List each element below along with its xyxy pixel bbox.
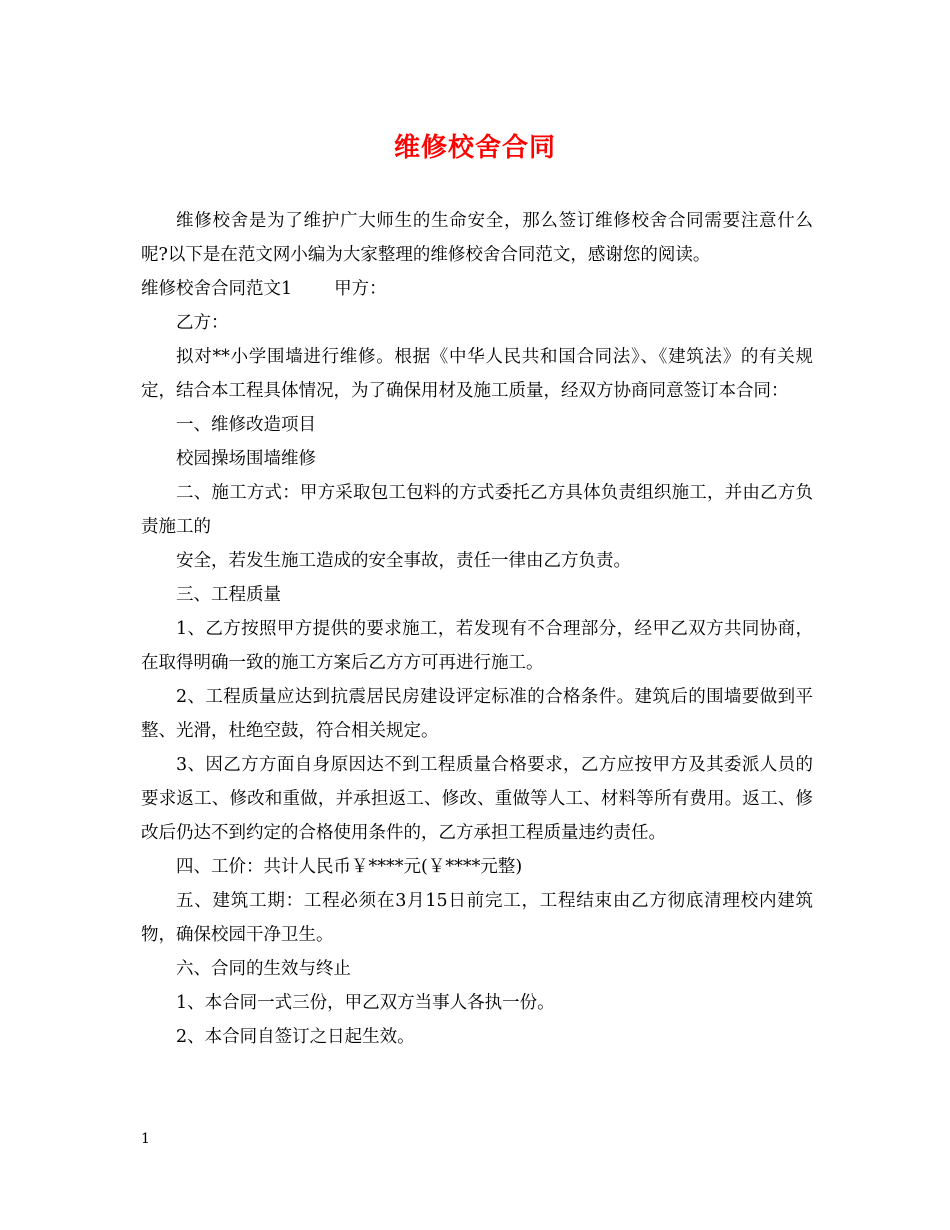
section-heading-effect: 六、合同的生效与终止 [176,959,351,979]
party-a-label: 甲方： [334,279,387,299]
paragraph-scope: 拟对**小学围墙进行维修。根据《中华人民共和国合同法》、《建筑法》的有关规定，结合本工程具体情况，为了确保用材及施工质量，经双方协商同意签订本合同： [141,347,813,401]
party-b-label: 乙方： [176,313,229,333]
quality-clause-2: 2、工程质量应达到抗震居民房建设评定标准的合格条件。建筑后的围墙要做到平整、光滑，杜绝空鼓，符合相关规定。 [141,687,813,741]
document-body [141,204,813,1054]
effect-clause-2: 2、本合同自签订之日起生效。 [176,1027,415,1047]
project-item: 校园操场围墙维修 [176,449,316,469]
sample-heading-line [141,272,813,306]
section-construction-method: 二、施工方式：甲方采取包工包料的方式委托乙方具体负责组织施工，并由乙方负责施工的 [141,483,813,537]
document-title: 维修校舍合同 [393,133,556,163]
section-heading-project: 一、维修改造项目 [176,415,316,435]
quality-clause-3: 3、因乙方方面自身原因达不到工程质量合格要求，乙方应按甲方及其委派人员的要求返工、修改和重做，并承担返工、修改、重做等人工、材料等所有费用。返工、修改后仍达不到约定的合格使用条件的，乙方承担工程质量违约责任。 [141,755,813,843]
paragraph-safety: 安全，若发生施工造成的安全事故，责任一律由乙方负责。 [176,551,631,571]
section-price: 四、工价：共计人民币￥****元(￥****元整) [176,857,523,877]
page-number: 1 [141,1131,150,1147]
intro-paragraph: 维修校舍是为了维护广大师生的生命安全，那么签订维修校舍合同需要注意什么呢?以下是在范文网小编为大家整理的维修校舍合同范文，感谢您的阅读。 [141,211,813,265]
section-heading-quality: 三、工程质量 [176,585,281,605]
quality-clause-1: 1、乙方按照甲方提供的要求施工，若发现有不合理部分，经甲乙双方共同协商，在取得明确一致的施工方案后乙方方可再进行施工。 [141,619,813,673]
section-schedule: 五、建筑工期：工程必须在3月15日前完工，工程结束由乙方彻底清理校内建筑物，确保校园干净卫生。 [141,891,813,945]
sample-heading: 维修校舍合同范文1 [141,279,293,299]
effect-clause-1: 1、本合同一式三份，甲乙双方当事人各执一份。 [176,993,555,1013]
